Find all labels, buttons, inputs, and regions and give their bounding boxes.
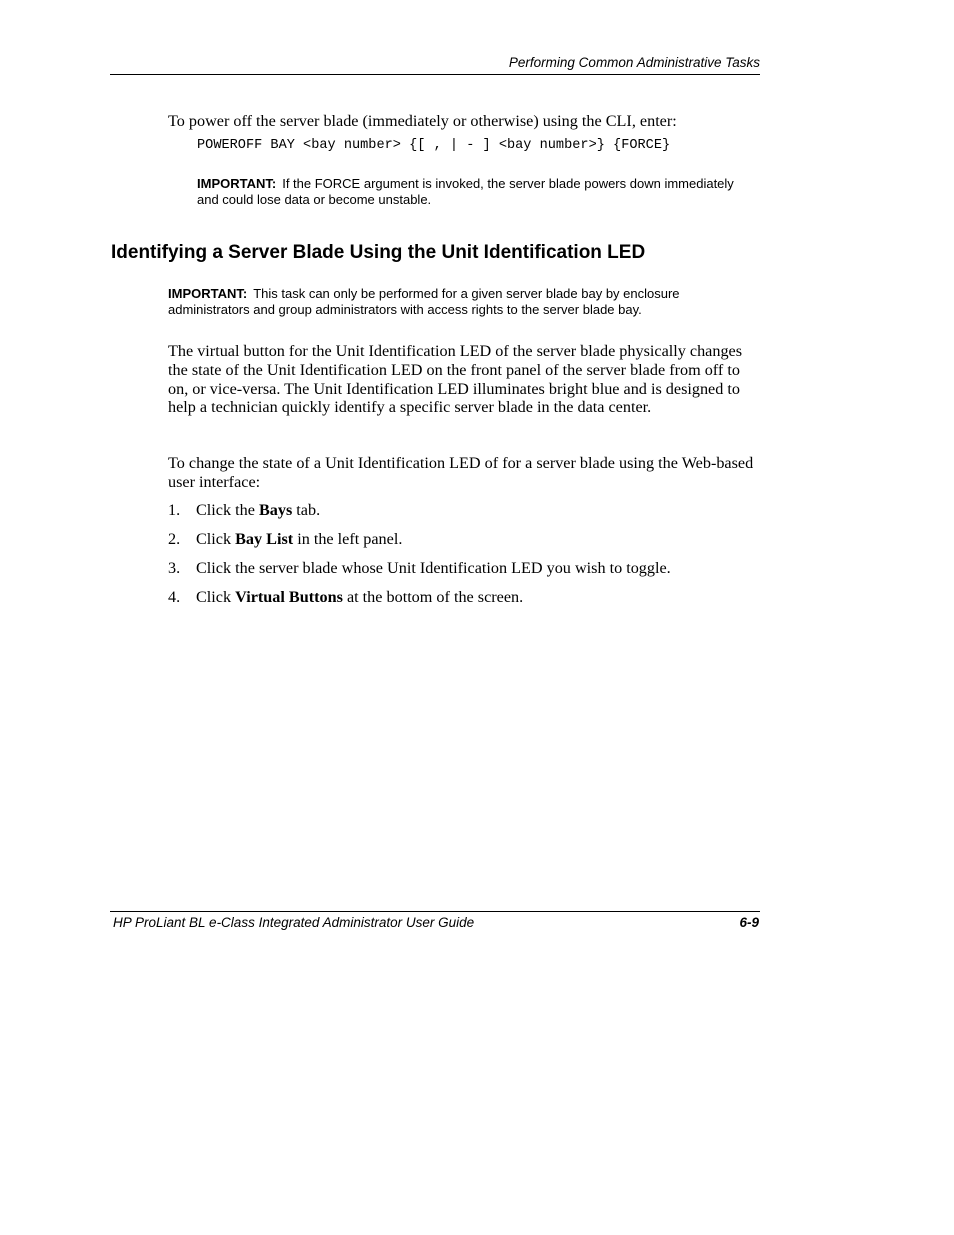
- step-number: 3.: [168, 559, 181, 577]
- step-text: Click: [196, 588, 236, 606]
- poweroff-command: POWEROFF BAY <bay number> {[ , | - ] <bay number>} {FORCE}: [197, 138, 671, 153]
- ui-term: Bay List: [235, 530, 294, 548]
- step-number: 4.: [168, 588, 181, 606]
- note-text: If the FORCE argument is invoked, the server blade powers down immediately and could lose data or become unstable.: [197, 176, 734, 207]
- ui-term: Virtual Buttons: [235, 588, 343, 606]
- page-number: 6-9: [739, 915, 759, 930]
- footer-rule: [110, 911, 760, 912]
- section-heading: Identifying a Server Blade Using the Unit Identification LED: [111, 242, 646, 263]
- note-label: IMPORTANT:: [197, 176, 277, 191]
- poweroff-important-note: [197, 176, 757, 208]
- step-number: 1.: [168, 501, 181, 519]
- step-text: at the bottom of the screen.: [342, 588, 524, 606]
- step-item: [168, 529, 768, 549]
- step-text: tab.: [292, 501, 321, 519]
- step-text: Click: [196, 530, 236, 548]
- step-item: [168, 587, 768, 607]
- note-label: IMPORTANT:: [168, 286, 248, 301]
- poweroff-intro: To power off the server blade (immediately or otherwise) using the CLI, enter:: [168, 112, 677, 130]
- footer-guide-title: HP ProLiant BL e-Class Integrated Administrator User Guide: [113, 915, 475, 930]
- note-text: This task can only be performed for a given server blade bay by enclosure administrators and group administrators with access rights to the server blade bay.: [168, 286, 680, 317]
- step-text: in the left panel.: [293, 530, 403, 548]
- procedure-steps: [168, 500, 768, 616]
- step-text: Click the server blade whose Unit Identification LED you wish to toggle.: [196, 559, 671, 577]
- step-item: [168, 500, 768, 520]
- step-text: Click the: [196, 501, 259, 519]
- running-header: Performing Common Administrative Tasks: [508, 55, 760, 70]
- step-item: [168, 558, 768, 578]
- header-rule: [110, 74, 760, 75]
- uid-instructions-intro: To change the state of a Unit Identification LED of for a server blade using the Web-based user interface:: [168, 454, 754, 491]
- uid-important-note: [168, 286, 758, 318]
- uid-description-paragraph: The virtual button for the Unit Identification LED of the server blade physically changes the state of the Unit Identification LED on the front panel of the server blade from off to on, or vice-versa. The Unit Identification LED illuminates bright blue and is designed to help a technician quickly identify a specific server blade in the data center.: [168, 342, 743, 417]
- ui-term: Bays: [258, 501, 293, 519]
- step-number: 2.: [168, 530, 181, 548]
